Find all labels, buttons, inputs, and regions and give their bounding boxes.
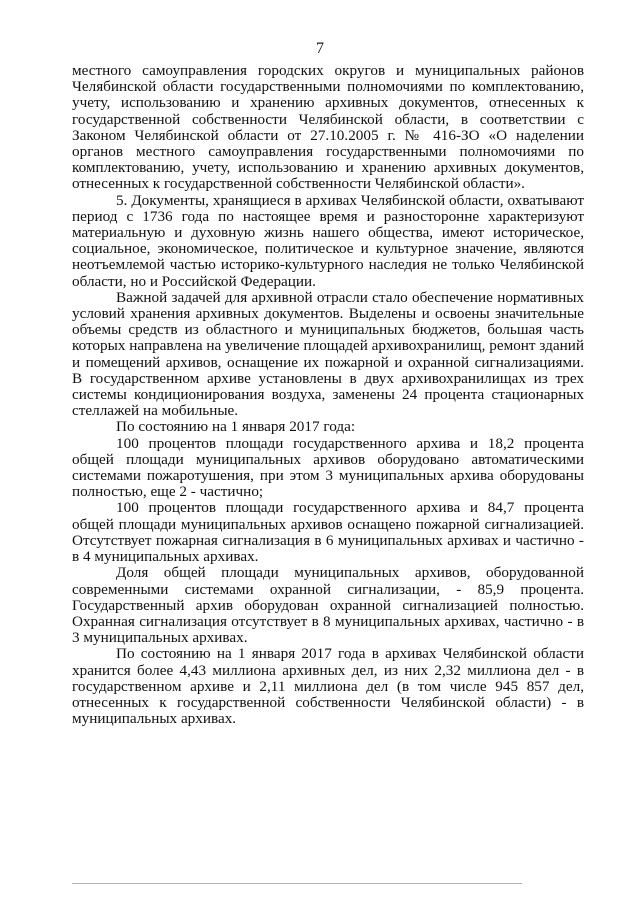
paragraph-continuation: местного самоуправления городских округов и муниципальных районов Челябинской области государственными полномочиями по комплектованию, учету, использованию и хранению архивных документов, отнесенных к государственной собственности Челябинской области, в соответствии с Законом Челябинской области от 27.10.2005 г. № 416-ЗО «О наделении органов местного самоуправления государственными полномочиями по комплектованию, учету, использованию и хранению архивных документов, отнесенных к государственной собственности Челябинской области».	[72, 62, 584, 193]
document-body	[72, 63, 584, 727]
paragraph-security-alarm: Доля общей площади муниципальных архивов, оборудованной современными системами охранной сигнализации, - 85,9 процента. Государственный архив оборудован охранной сигнализацией полностью. Охранная сигнализация отсутствует в 8 муниципальных архивах, частично - в 3 муниципальных архивах.	[72, 564, 584, 647]
paragraph-storage-conditions: Важной задачей для архивной отрасли стало обеспечение нормативных условий хранения архивных документов. Выделены и освоены значительные объемы средств из областного и муниципальных бюджетов, большая часть которых направлена на увеличение площадей архивохранилищ, ремонт зданий и помещений архивов, оснащение их пожарной и охранной сигнализациями. В государственном архиве установлены в двух архивохранилищах из трех системы кондиционирования воздуха, заменены 24 процента стационарных стеллажей на мобильные.	[72, 288, 584, 420]
paragraph-archive-holdings: По состоянию на 1 января 2017 года в архивах Челябинской области хранится более 4,43 миллиона архивных дел, из них 2,32 миллиона дел - в государственном архиве и 2,11 миллиона дел (в том числе 945 857 дел, отнесенных к государственной собственности Челябинской области) - в муниципальных архивах.	[72, 645, 584, 728]
bottom-divider	[72, 883, 522, 884]
page-number: 7	[316, 40, 324, 57]
paragraph-fire-suppression: 100 процентов площади государственного архива и 18,2 процента общей площади муниципальных архивов оборудовано автоматическими системами пожаротушения, при этом 3 муниципальных архива оборудованы полностью, еще 2 - частично;	[72, 434, 584, 501]
paragraph-fire-alarm: 100 процентов площади государственного архива и 84,7 процента общей площади муниципальных архивов оснащено пожарной сигнализацией. Отсутствует пожарная сигнализация в 6 муниципальных архивах и частично - в 4 муниципальных архивах.	[72, 499, 584, 566]
paragraph-item-5: 5. Документы, хранящиеся в архивах Челябинской области, охватывают период с 1736 года по настоящее время и разносторонне характеризуют материальную и духовную жизнь нашего общества, имеют историческое, социальное, экономическое, политическое и культурное значение, являются неотъемлемой частью историко-культурного наследия не только Челябинской области, но и Российской Федерации.	[72, 191, 584, 290]
paragraph-status-date: По состоянию на 1 января 2017 года:	[116, 418, 356, 436]
